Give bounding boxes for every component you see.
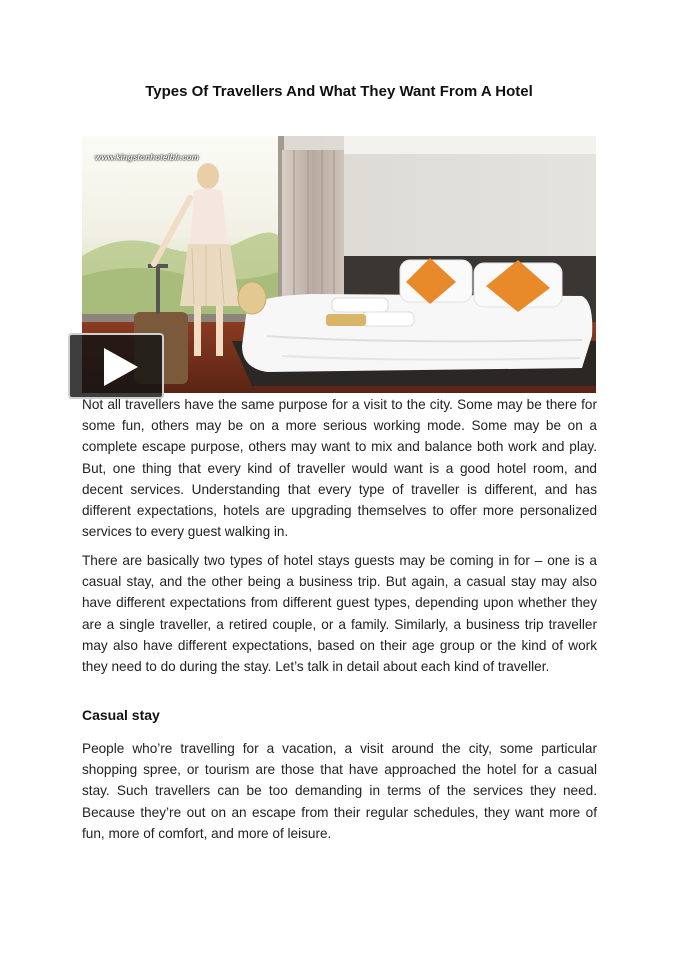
intro-paragraph: Not all travellers have the same purpose for a visit to the city. Some may be there for some fun, others may be on a more serious working mode. Some may be on a complete escape purpose, others may want to mix and balance both work and play. But, one thing that every kind of traveller would want is a good hotel room, and decent services. Understanding that every type of traveller is different, and has different expectations, hotels are upgrading themselves to offer more personalized services to every guest walking in.: [82, 397, 597, 540]
image-watermark: www.kingstonhotelblr.com: [95, 153, 199, 162]
video-play-button[interactable]: [68, 333, 164, 399]
hotel-stays-paragraph: There are basically two types of hotel stays guests may be coming in for – one is a casual stay, and the other being a business trip. But again, a casual stay may also have different expectations from different guest types, depending upon whether they are a single traveller, a retired couple, or a family. Similarly, a business trip traveller may also have different expectations, based on their age group or the kind of work they need to do during the stay. Let’s talk in detail about each kind of traveller.: [82, 553, 597, 675]
play-icon: [104, 348, 138, 386]
casual-stay-heading: Casual stay: [82, 707, 160, 723]
document-title: Types Of Travellers And What They Want From A Hotel: [145, 83, 533, 100]
casual-stay-paragraph: People who’re travelling for a vacation, a visit around the city, some particular shopping spree, or tourism are those that have approached the hotel for a casual stay. Such travellers can be too demanding in terms of the services they need. Because they’re out on an escape from their regular schedules, they want more of fun, more of comfort, and more of leisure.: [82, 741, 597, 841]
